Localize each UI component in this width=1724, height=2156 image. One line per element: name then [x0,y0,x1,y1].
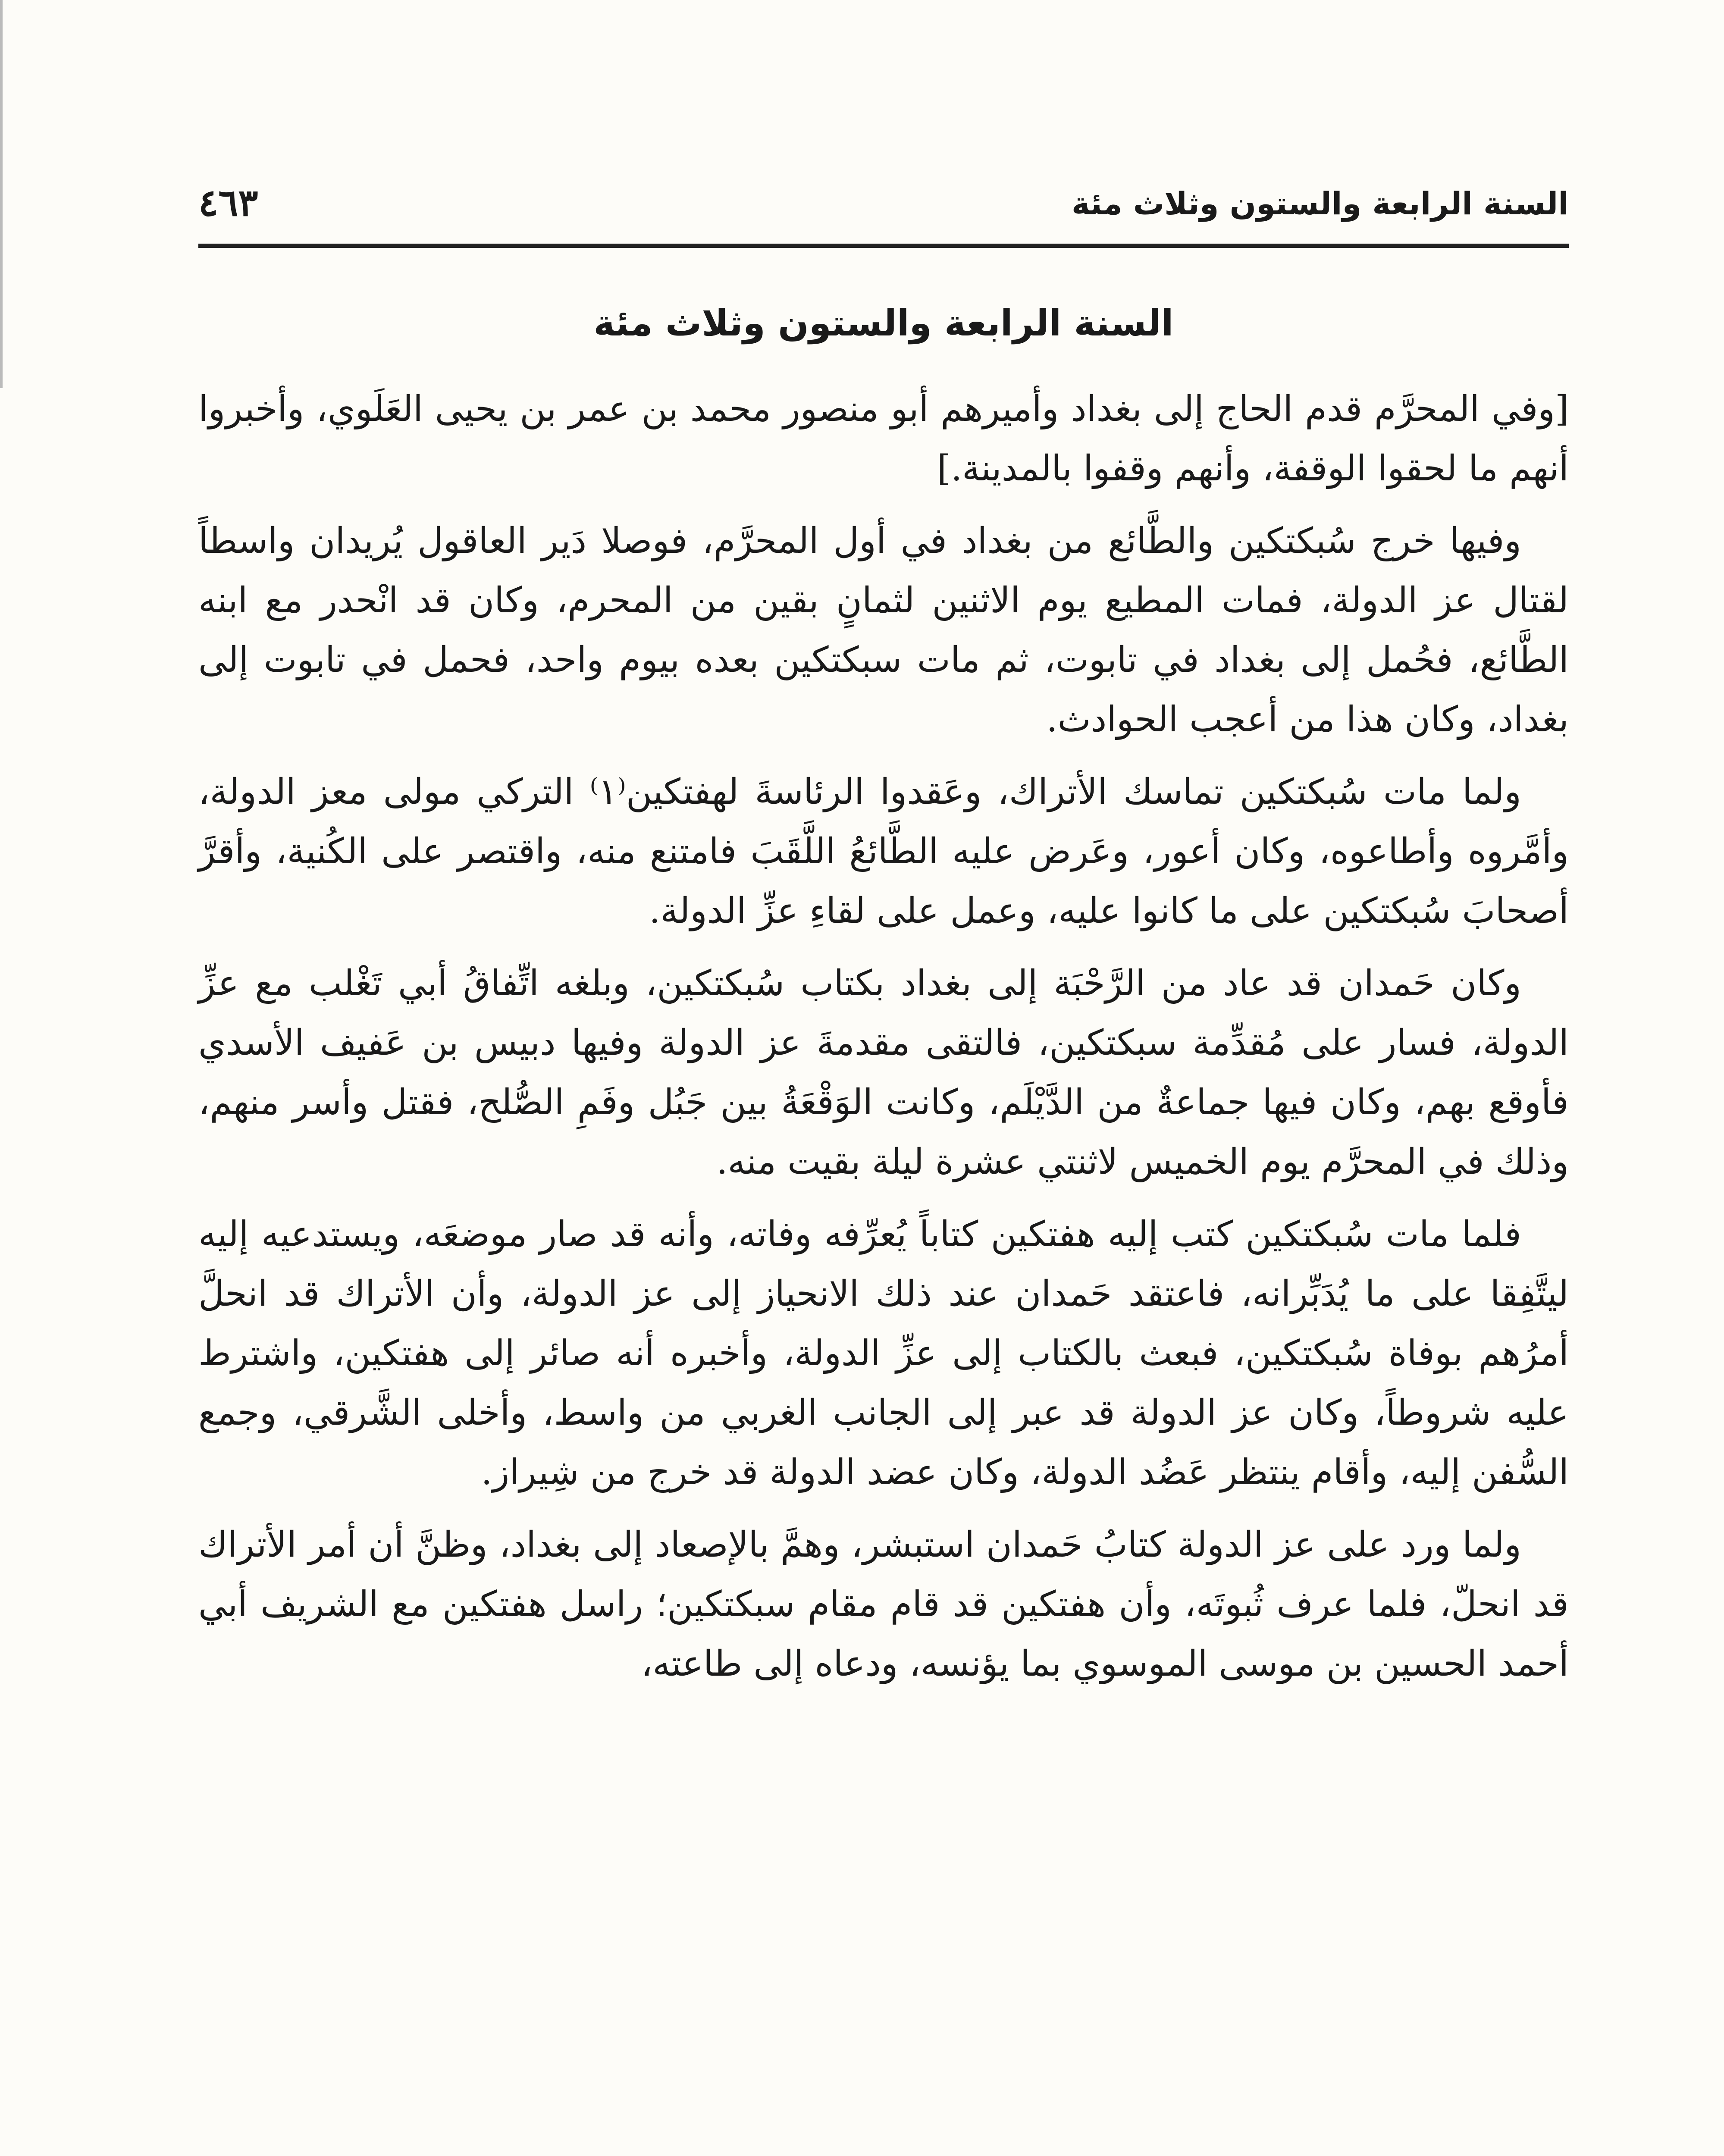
body-text [198,379,1569,1707]
running-header [198,172,1569,246]
paragraph-5: فلما مات سُبكتكين كتب إليه هفتكين كتاباً يُعرِّفه وفاته، وأنه قد صار موضعَه، ويستدعيه إليه ليتَّفِقا على ما يُدَبِّرانه، فاعتقد حَمدان عند ذلك الانحياز إلى عز الدولة، وأن الأتراك قد انحلَّ أمرُهم بوفاة سُبكتكين، فبعث بالكتاب إلى عزِّ الدولة، وأخبره أنه صائر إلى هفتكين، واشترط عليه شروطاً، وكان عز الدولة قد عبر إلى الجانب الغربي من واسط، وأخلى الشَّرقي، وجمع السُّفن إليه، وأقام ينتظر عَضُد الدولة، وكان عضد الدولة قد خرج من شِيراز. [198,1214,1569,1493]
paragraph-1: [وفي المحرَّم قدم الحاج إلى بغداد وأميرهم أبو منصور محمد بن عمر بن يحيى العَلَوي، وأخبروا أنهم ما لحقوا الوقفة، وأنهم وقفوا بالمدينة.] [198,389,1569,489]
header-divider [198,244,1569,248]
paragraph-6: ولما ورد على عز الدولة كتابُ حَمدان استبشر، وهمَّ بالإصعاد إلى بغداد، وظنَّ أن أمر الأتراك قد انحلّ، فلما عرف ثُبوتَه، وأن هفتكين قد قام مقام سبكتكين؛ راسل هفتكين مع الشريف أبي أحمد الحسين بن موسى الموسوي بما يؤنسه، ودعاه إلى طاعته، [198,1524,1569,1684]
paragraph-4: وكان حَمدان قد عاد من الرَّحْبَة إلى بغداد بكتاب سُبكتكين، وبلغه اتِّفاقُ أبي تَغْلب مع عزِّ الدولة، فسار على مُقدِّمة سبكتكين، فالتقى مقدمةَ عز الدولة وفيها دبيس بن عَفيف الأسدي فأوقع بهم، وكان فيها جماعةٌ من الدَّيْلَم، وكانت الوَقْعَةُ بين جَبُل وفَمِ الصُّلح، فقتل وأسر منهم، وذلك في المحرَّم يوم الخميس لاثنتي عشرة ليلة بقيت منه. [198,963,1569,1182]
paragraph-2: وفيها خرج سُبكتكين والطَّائع من بغداد في أول المحرَّم، فوصلا دَير العاقول يُريدان واسطاً لقتال عز الدولة، فمات المطيع يوم الاثنين لثمانٍ بقين من المحرم، وكان قد انْحدر مع ابنه الطَّائع، فحُمل إلى بغداد في تابوت، ثم مات سبكتكين بعده بيوم واحد، فحمل في تابوت إلى بغداد، وكان هذا من أعجب الحوادث. [198,520,1569,740]
running-title: السنة الرابعة والستون وثلاث مئة [1072,185,1569,222]
chapter-title: السنة الرابعة والستون وثلاث مئة [593,302,1174,344]
binding-edge-line [0,0,3,388]
paragraph-3: ولما مات سُبكتكين تماسك الأتراك، وعَقدوا الرئاسةَ لهفتكين⁽١⁾ التركي مولى معز الدولة، وأمَّروه وأطاعوه، وكان أعور، وعَرض عليه الطَّائعُ اللَّقَبَ فامتنع منه، واقتصر على الكُنية، وأقرَّ أصحابَ سُبكتكين على ما كانوا عليه، وعمل على لقاءِ عزِّ الدولة. [198,771,1569,931]
page-number: ٤٦٣ [198,181,258,225]
